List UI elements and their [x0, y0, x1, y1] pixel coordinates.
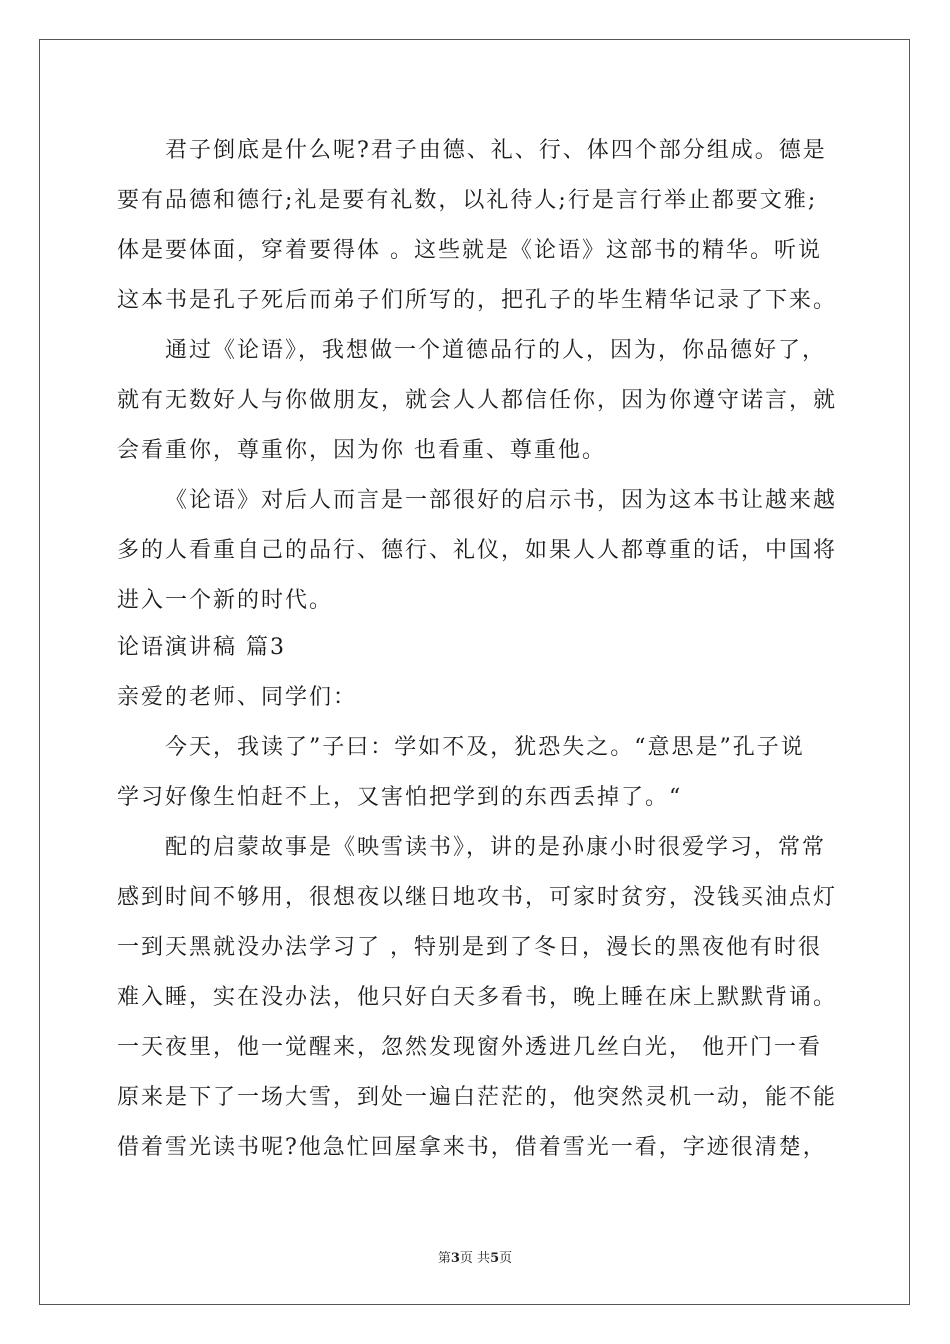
section-heading: 论语演讲稿 篇3: [117, 635, 286, 660]
paragraph-line: 难入睡，实在没办法，他只好白天多看书，晚上睡在床上默默背诵。: [117, 985, 838, 1010]
page-suffix: 页: [499, 1251, 513, 1266]
page-mid: 页 共: [459, 1251, 491, 1266]
paragraph-line: 一天夜里，他一觉醒来，忽然发现窗外透进几丝白光， 他开门一看: [117, 1035, 822, 1060]
page-total: 5: [490, 1251, 500, 1266]
salutation: 亲爱的老师、同学们：: [117, 685, 358, 710]
paragraph-line: 多的人看重自己的品行、德行、礼仪，如果人人都尊重的话，中国将: [117, 538, 838, 563]
paragraph-line: 原来是下了一场大雪，到处一遍白茫茫的，他突然灵机一动，能不能: [117, 1085, 838, 1110]
paragraph-line: 一到天黑就没办法学习了 ，特别是到了冬日，漫长的黑夜他有时很: [117, 935, 822, 960]
paragraph-line: 就有无数好人与你做朋友，就会人人都信任你，因为你遵守诺言，就: [117, 388, 838, 413]
paragraph-line: 感到时间不够用，很想夜以继日地攻书，可家时贫穷，没钱买油点灯: [117, 885, 838, 910]
paragraph-line: 学习好像生怕赶不上，又害怕把学到的东西丢掉了。“: [117, 785, 683, 810]
page-prefix: 第: [437, 1251, 451, 1266]
paragraph-line: 这本书是孔子死后而弟子们所写的，把孔子的毕生精华记录了下来。: [117, 288, 838, 313]
paragraph-line: 借着雪光读书呢?他急忙回屋拿来书，借着雪光一看，字迹很清楚，: [117, 1135, 827, 1160]
page-footer: [0, 1247, 950, 1266]
paragraph-line: 进入一个新的时代。: [117, 588, 334, 613]
paragraph-line: 通过《论语》，我想做一个道德品行的人，因为，你品德好了，: [165, 338, 827, 363]
page-frame: [39, 39, 910, 1305]
paragraph-line: 体是要体面，穿着要得体 。这些就是《论语》这部书的精华。听说: [117, 238, 822, 263]
paragraph-line: 要有品德和德行;礼是要有礼数，以礼待人;行是言行举止都要文雅;: [117, 188, 818, 213]
paragraph-line: 君子倒底是什么呢?君子由德、礼、行、体四个部分组成。德是: [165, 138, 827, 163]
paragraph-line: 会看重你，尊重你，因为你 也看重、尊重他。: [117, 438, 606, 463]
paragraph-line: 《论语》对后人而言是一部很好的启示书，因为这本书让越来越: [165, 488, 838, 513]
paragraph-line: 配的启蒙故事是《映雪读书》，讲的是孙康小时很爱学习，常常: [165, 835, 827, 860]
page-current: 3: [450, 1251, 460, 1266]
paragraph-line: 今天，我读了”子曰：学如不及，犹恐失之。“意思是”孔子说: [165, 735, 805, 760]
